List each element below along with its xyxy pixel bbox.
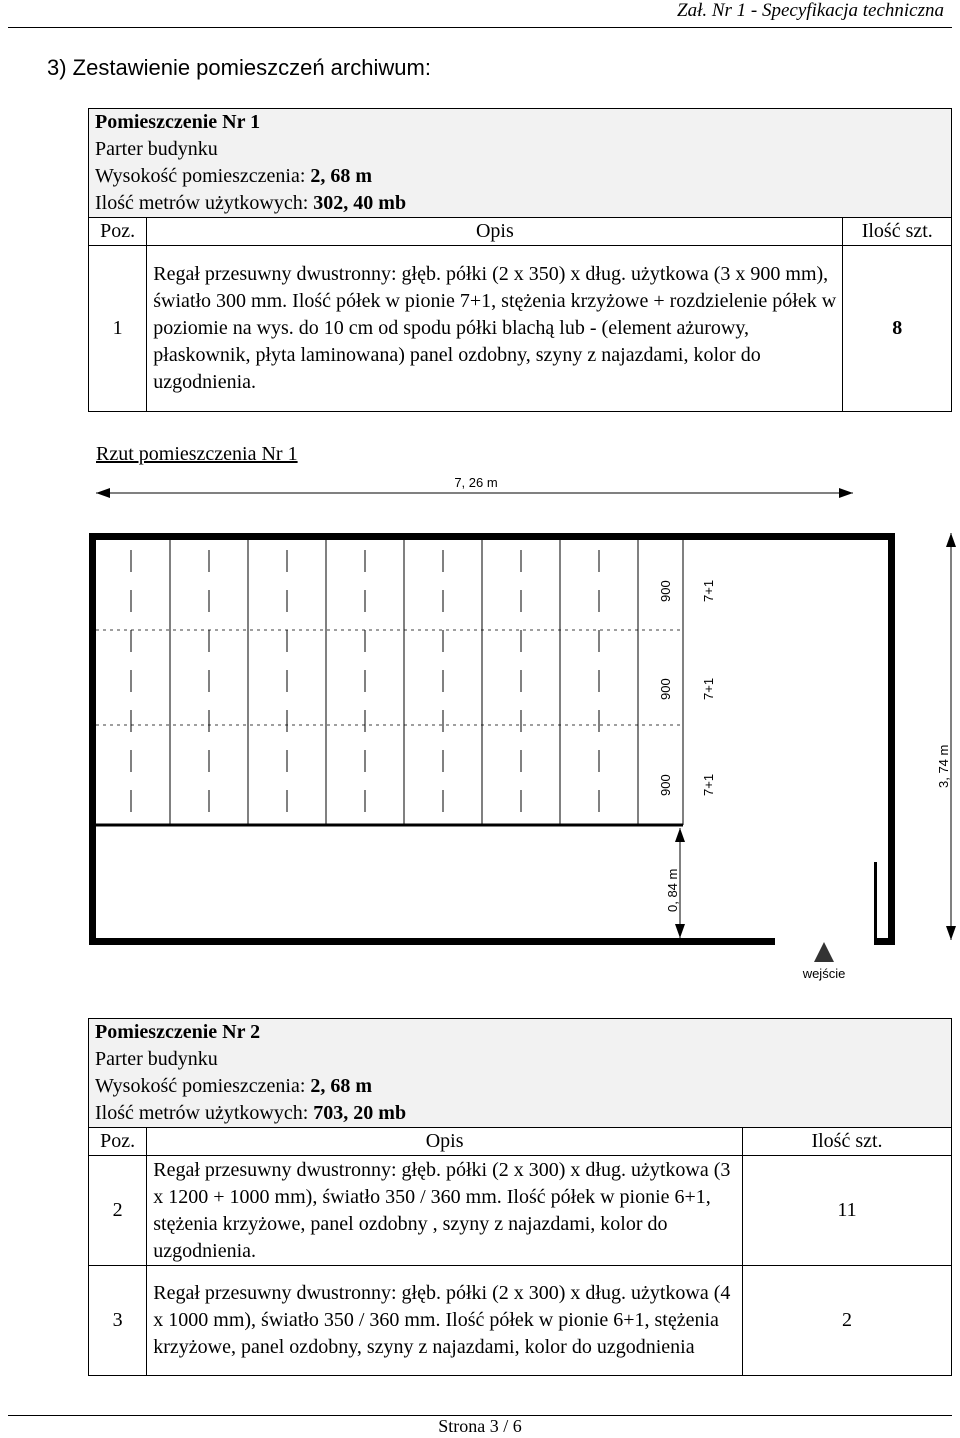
width-label: 7, 26 m [454, 475, 498, 490]
room1-header [89, 109, 952, 218]
entrance-label: wejście [802, 966, 846, 981]
room1-item-pos: 1 [89, 246, 147, 412]
entrance-arrow-icon [814, 942, 834, 962]
room1-item-qty: 8 [843, 246, 952, 412]
row3-depth-label: 900 [658, 774, 673, 796]
row3-shelves-label: 7+1 [701, 773, 716, 796]
room1-item-desc: Regał przesuwny dwustronny: głęb. półki (2 x 350) x dług. użytkowa (3 x 900 mm), światło 300 mm. Ilość półek w pionie 7+1, stężenia krzyżowe + rozdzielenie półek w poziomie na wys. do 10 cm od spodu półki blachą lub - (element ażurowy, płaskownik, płyta laminowana) panel ozdobny, szyny z najazdami, kolor do uzgodnienia. [147, 246, 843, 412]
wall-bottom-right [874, 938, 895, 945]
room1-meters: Ilość metrów użytkowych: 302, 40 mb [95, 192, 407, 214]
room1-col-qty: Ilość szt. [843, 218, 952, 246]
wall-right [888, 533, 895, 945]
room1-title: Pomieszczenie Nr 1 [95, 111, 261, 133]
gap-label: 0, 84 m [665, 868, 680, 912]
plan-title: Rzut pomieszczenia Nr 1 [96, 443, 298, 465]
room2-height: Wysokość pomieszczenia: 2, 68 m [95, 1075, 373, 1097]
document-header: Zał. Nr 1 - Specyfikacja techniczna [677, 0, 944, 21]
row1-shelves-label: 7+1 [701, 579, 716, 602]
height-label: 3, 74 m [936, 744, 951, 788]
room2-item-pos: 2 [89, 1156, 147, 1266]
room2-floor: Parter budynku [95, 1048, 218, 1070]
shelving-area [96, 540, 716, 825]
door-jamb [874, 862, 877, 945]
room2-item-qty: 11 [743, 1156, 952, 1266]
page-number: Strona 3 / 6 [438, 1416, 522, 1436]
room2-item-desc: Regał przesuwny dwustronny: głęb. półki (2 x 300) x dług. użytkowa (3 x 1200 + 1000 mm), światło 350 / 360 mm. Ilość półek w pionie 6+1, stężenia krzyżowe, panel ozdobny , szyny z najazdami, kolor do uzgodnienia. [147, 1156, 743, 1266]
room2-title: Pomieszczenie Nr 2 [95, 1021, 261, 1043]
room1-height: Wysokość pomieszczenia: 2, 68 m [95, 165, 373, 187]
room1-col-pos: Poz. [89, 218, 147, 246]
room2-col-desc: Opis [147, 1128, 743, 1156]
row2-depth-label: 900 [658, 678, 673, 700]
wall-top [89, 533, 895, 540]
room2-table [88, 1018, 952, 1376]
room2-col-qty: Ilość szt. [743, 1128, 952, 1156]
room2-meters: Ilość metrów użytkowych: 703, 20 mb [95, 1102, 407, 1124]
header-rule [8, 27, 952, 28]
room2-header [89, 1019, 952, 1128]
room2-item-pos: 3 [89, 1266, 147, 1376]
wall-bottom [89, 938, 775, 945]
row1-depth-label: 900 [658, 580, 673, 602]
floor-plan [0, 470, 960, 990]
wall-left [89, 533, 96, 945]
room1-col-desc: Opis [147, 218, 843, 246]
row2-shelves-label: 7+1 [701, 677, 716, 700]
room1-table [88, 108, 952, 412]
room2-item-qty: 2 [743, 1266, 952, 1376]
room2-col-pos: Poz. [89, 1128, 147, 1156]
room1-floor: Parter budynku [95, 138, 218, 160]
room2-item-desc: Regał przesuwny dwustronny: głęb. półki (2 x 300) x dług. użytkowa (4 x 1000 mm), światło 350 / 360 mm. Ilość półek w pionie 6+1, stężenia krzyżowe, panel ozdobny, szyny z najazdami, kolor do uzgodnienia [147, 1266, 743, 1376]
section-title: 3) Zestawienie pomieszczeń archiwum: [47, 55, 431, 80]
